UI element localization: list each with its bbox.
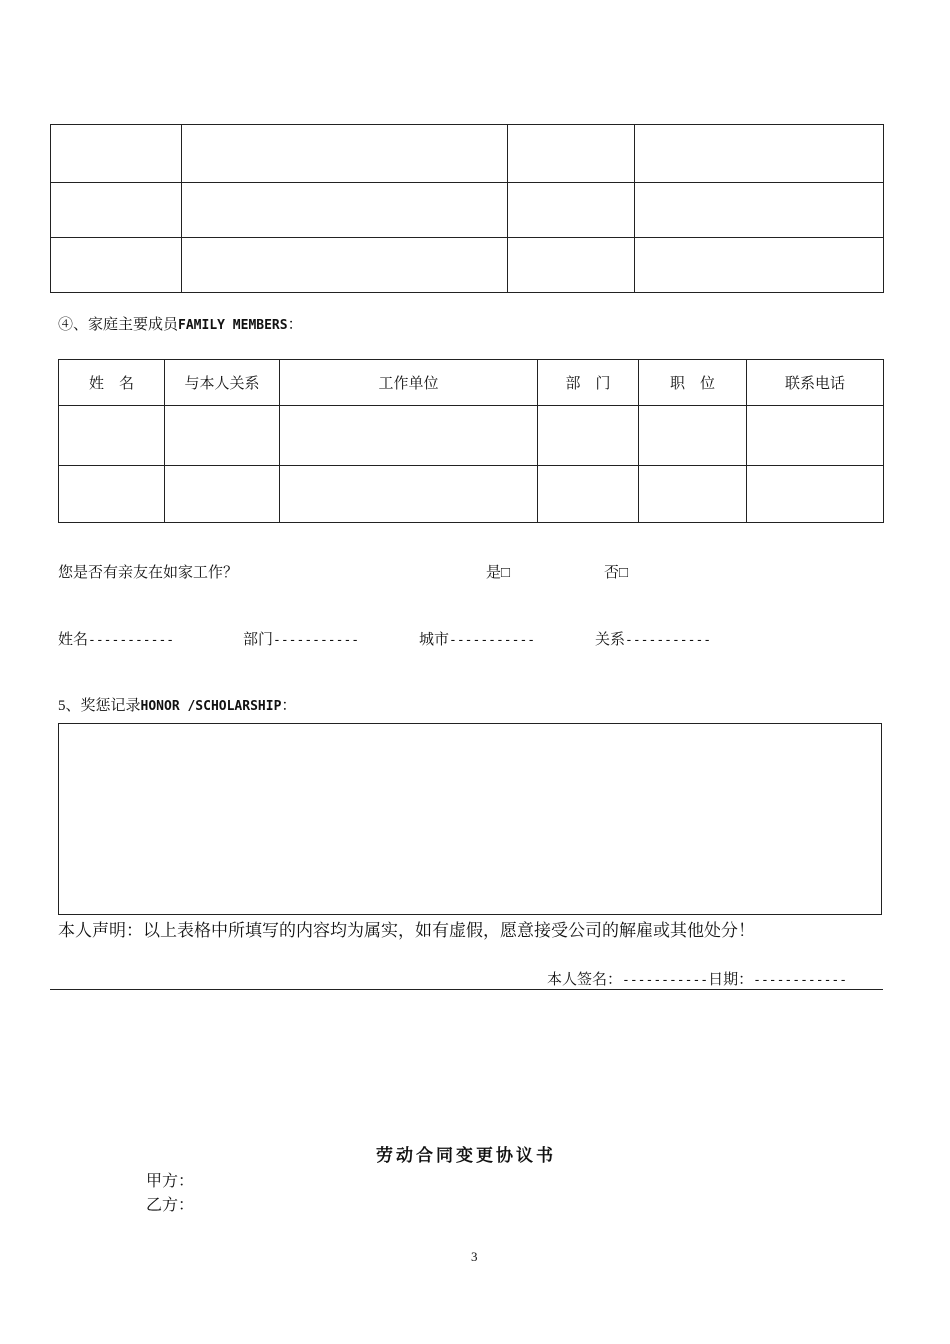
relative-relation-field[interactable] xyxy=(595,628,711,649)
honor-record-box[interactable] xyxy=(58,723,882,915)
relative-relation-label: 关系 xyxy=(595,632,626,648)
cell[interactable] xyxy=(182,125,508,183)
yes-checkbox[interactable]: 是□ xyxy=(486,565,511,581)
relatives-question: 您是否有亲友在如家工作？ xyxy=(58,565,239,581)
no-checkbox[interactable]: 否□ xyxy=(604,565,629,581)
family-heading-suffix: ： xyxy=(287,317,303,333)
honor-heading-latin: HONOR /SCHOLARSHIP xyxy=(140,699,282,714)
cell[interactable] xyxy=(635,125,884,183)
cell[interactable] xyxy=(182,183,508,238)
cell[interactable] xyxy=(635,238,884,293)
family-heading-latin: FAMILY MEMBERS xyxy=(178,318,288,333)
declaration-text: 本人声明：以上表格中所填写的内容均为属实，如有虚假，愿意接受公司的解雇或其他处分！ xyxy=(58,921,755,940)
relative-city-field[interactable] xyxy=(419,628,535,649)
cell[interactable] xyxy=(639,406,747,466)
agreement-title: 劳动合同变更协议书 xyxy=(376,1146,556,1165)
signature-line xyxy=(547,968,847,989)
cell[interactable] xyxy=(747,406,884,466)
relative-department-field[interactable] xyxy=(243,628,359,649)
party-b-label: 乙方： xyxy=(146,1197,195,1214)
cell[interactable] xyxy=(538,466,639,523)
cell[interactable] xyxy=(165,406,280,466)
section-divider xyxy=(50,989,883,990)
signature-label: 本人签名： xyxy=(547,972,623,988)
party-a-label: 甲方： xyxy=(146,1173,195,1190)
cell[interactable] xyxy=(51,238,182,293)
table-row xyxy=(59,466,884,523)
column-header-phone: 联系电话 xyxy=(747,360,884,406)
cell[interactable] xyxy=(165,466,280,523)
cell[interactable] xyxy=(508,125,635,183)
page-number: 3 xyxy=(471,1249,478,1264)
table-header-row xyxy=(59,360,884,406)
date-blank[interactable]: ------------ xyxy=(753,973,848,988)
date-label: 日期： xyxy=(708,972,754,988)
column-header-relation: 与本人关系 xyxy=(165,360,280,406)
table-row xyxy=(59,406,884,466)
column-header-employer: 工作单位 xyxy=(280,360,538,406)
relative-city-blank[interactable]: ----------- xyxy=(449,633,536,648)
signature-blank[interactable]: ----------- xyxy=(622,973,709,988)
relative-name-label: 姓名 xyxy=(58,632,89,648)
family-heading xyxy=(58,313,303,334)
column-header-name: 姓 名 xyxy=(59,360,165,406)
relative-name-field[interactable] xyxy=(58,628,174,649)
relative-department-blank[interactable]: ----------- xyxy=(273,633,360,648)
cell[interactable] xyxy=(508,238,635,293)
top-empty-table xyxy=(50,124,884,293)
cell[interactable] xyxy=(59,406,165,466)
relative-name-blank[interactable]: ----------- xyxy=(88,633,175,648)
cell[interactable] xyxy=(508,183,635,238)
column-header-department: 部 门 xyxy=(538,360,639,406)
family-heading-prefix: ④、家庭主要成员 xyxy=(58,317,179,333)
cell[interactable] xyxy=(747,466,884,523)
relative-department-label: 部门 xyxy=(243,632,274,648)
cell[interactable] xyxy=(51,183,182,238)
cell[interactable] xyxy=(59,466,165,523)
honor-heading xyxy=(58,694,296,715)
cell[interactable] xyxy=(280,466,538,523)
honor-heading-suffix: ： xyxy=(281,698,297,714)
relative-relation-blank[interactable]: ----------- xyxy=(625,633,712,648)
cell[interactable] xyxy=(280,406,538,466)
cell[interactable] xyxy=(51,125,182,183)
family-members-table xyxy=(58,359,884,523)
column-header-position: 职 位 xyxy=(639,360,747,406)
cell[interactable] xyxy=(635,183,884,238)
cell[interactable] xyxy=(538,406,639,466)
relative-city-label: 城市 xyxy=(419,632,450,648)
cell[interactable] xyxy=(639,466,747,523)
cell[interactable] xyxy=(182,238,508,293)
honor-heading-prefix: 5、奖惩记录 xyxy=(58,698,141,714)
